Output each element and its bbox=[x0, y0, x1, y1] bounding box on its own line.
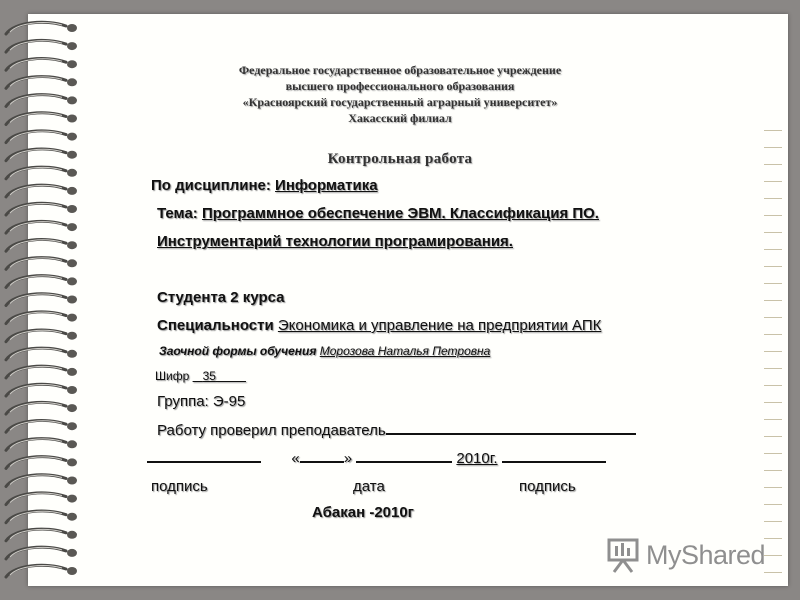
signature-label-right: подпись bbox=[519, 478, 576, 495]
student-name: Морозова Наталья Петровна bbox=[319, 344, 491, 358]
institution-line-1: Федеральное государственное образовательное учреждение bbox=[238, 63, 562, 77]
date-year: 2010г. bbox=[456, 450, 498, 467]
teacher-blank bbox=[386, 421, 636, 435]
institution-line-3: «Красноярский государственный аграрный университет» bbox=[242, 95, 558, 109]
discipline-value: Информатика bbox=[275, 177, 378, 194]
discipline-label: По дисциплине: bbox=[151, 177, 271, 194]
city-year: Абакан -2010г bbox=[312, 504, 414, 521]
cipher-value: 35 bbox=[202, 369, 216, 383]
document-title: Контрольная работа bbox=[327, 151, 473, 167]
topic-line bbox=[157, 205, 599, 222]
signature-blank-right bbox=[502, 449, 606, 463]
date-open-quote: « bbox=[291, 450, 300, 467]
presentation-board-icon bbox=[606, 537, 640, 573]
institution-line-4: Хакасский филиал bbox=[348, 111, 452, 125]
topic-value-2: Инструментарий технологии програмирования. bbox=[157, 233, 513, 250]
topic-value-1: Программное обеспечение ЭВМ. Классификация ПО. bbox=[201, 205, 599, 222]
watermark-text: MyShared bbox=[646, 539, 766, 570]
signature-label-left: подпись bbox=[151, 478, 208, 495]
group-line: Группа: Э-95 bbox=[157, 393, 246, 410]
date-line bbox=[147, 449, 606, 467]
study-form-line bbox=[159, 344, 490, 358]
signature-blank-left bbox=[147, 449, 261, 463]
cipher-line bbox=[155, 369, 246, 383]
topic-label: Тема: bbox=[157, 205, 198, 222]
checked-by-label: Работу проверил преподаватель bbox=[157, 422, 386, 439]
myshared-watermark bbox=[606, 535, 765, 575]
month-blank bbox=[356, 449, 452, 463]
date-label: дата bbox=[353, 478, 385, 495]
discipline-line bbox=[151, 177, 378, 194]
student-course: Студента 2 курса bbox=[157, 289, 285, 306]
specialty-value: Экономика и управление на предприятии АПК bbox=[277, 317, 602, 334]
date-close-quote: » bbox=[343, 450, 353, 467]
checked-by-line bbox=[157, 421, 636, 439]
study-form-label: Заочной формы обучения bbox=[159, 344, 317, 358]
cipher-label: Шифр bbox=[155, 369, 190, 383]
specialty-label: Специальности bbox=[157, 317, 274, 334]
specialty-line bbox=[157, 317, 601, 334]
day-blank bbox=[300, 449, 344, 463]
ruled-lines bbox=[764, 130, 782, 590]
institution-line-2: высшего профессионального образования bbox=[285, 79, 515, 93]
